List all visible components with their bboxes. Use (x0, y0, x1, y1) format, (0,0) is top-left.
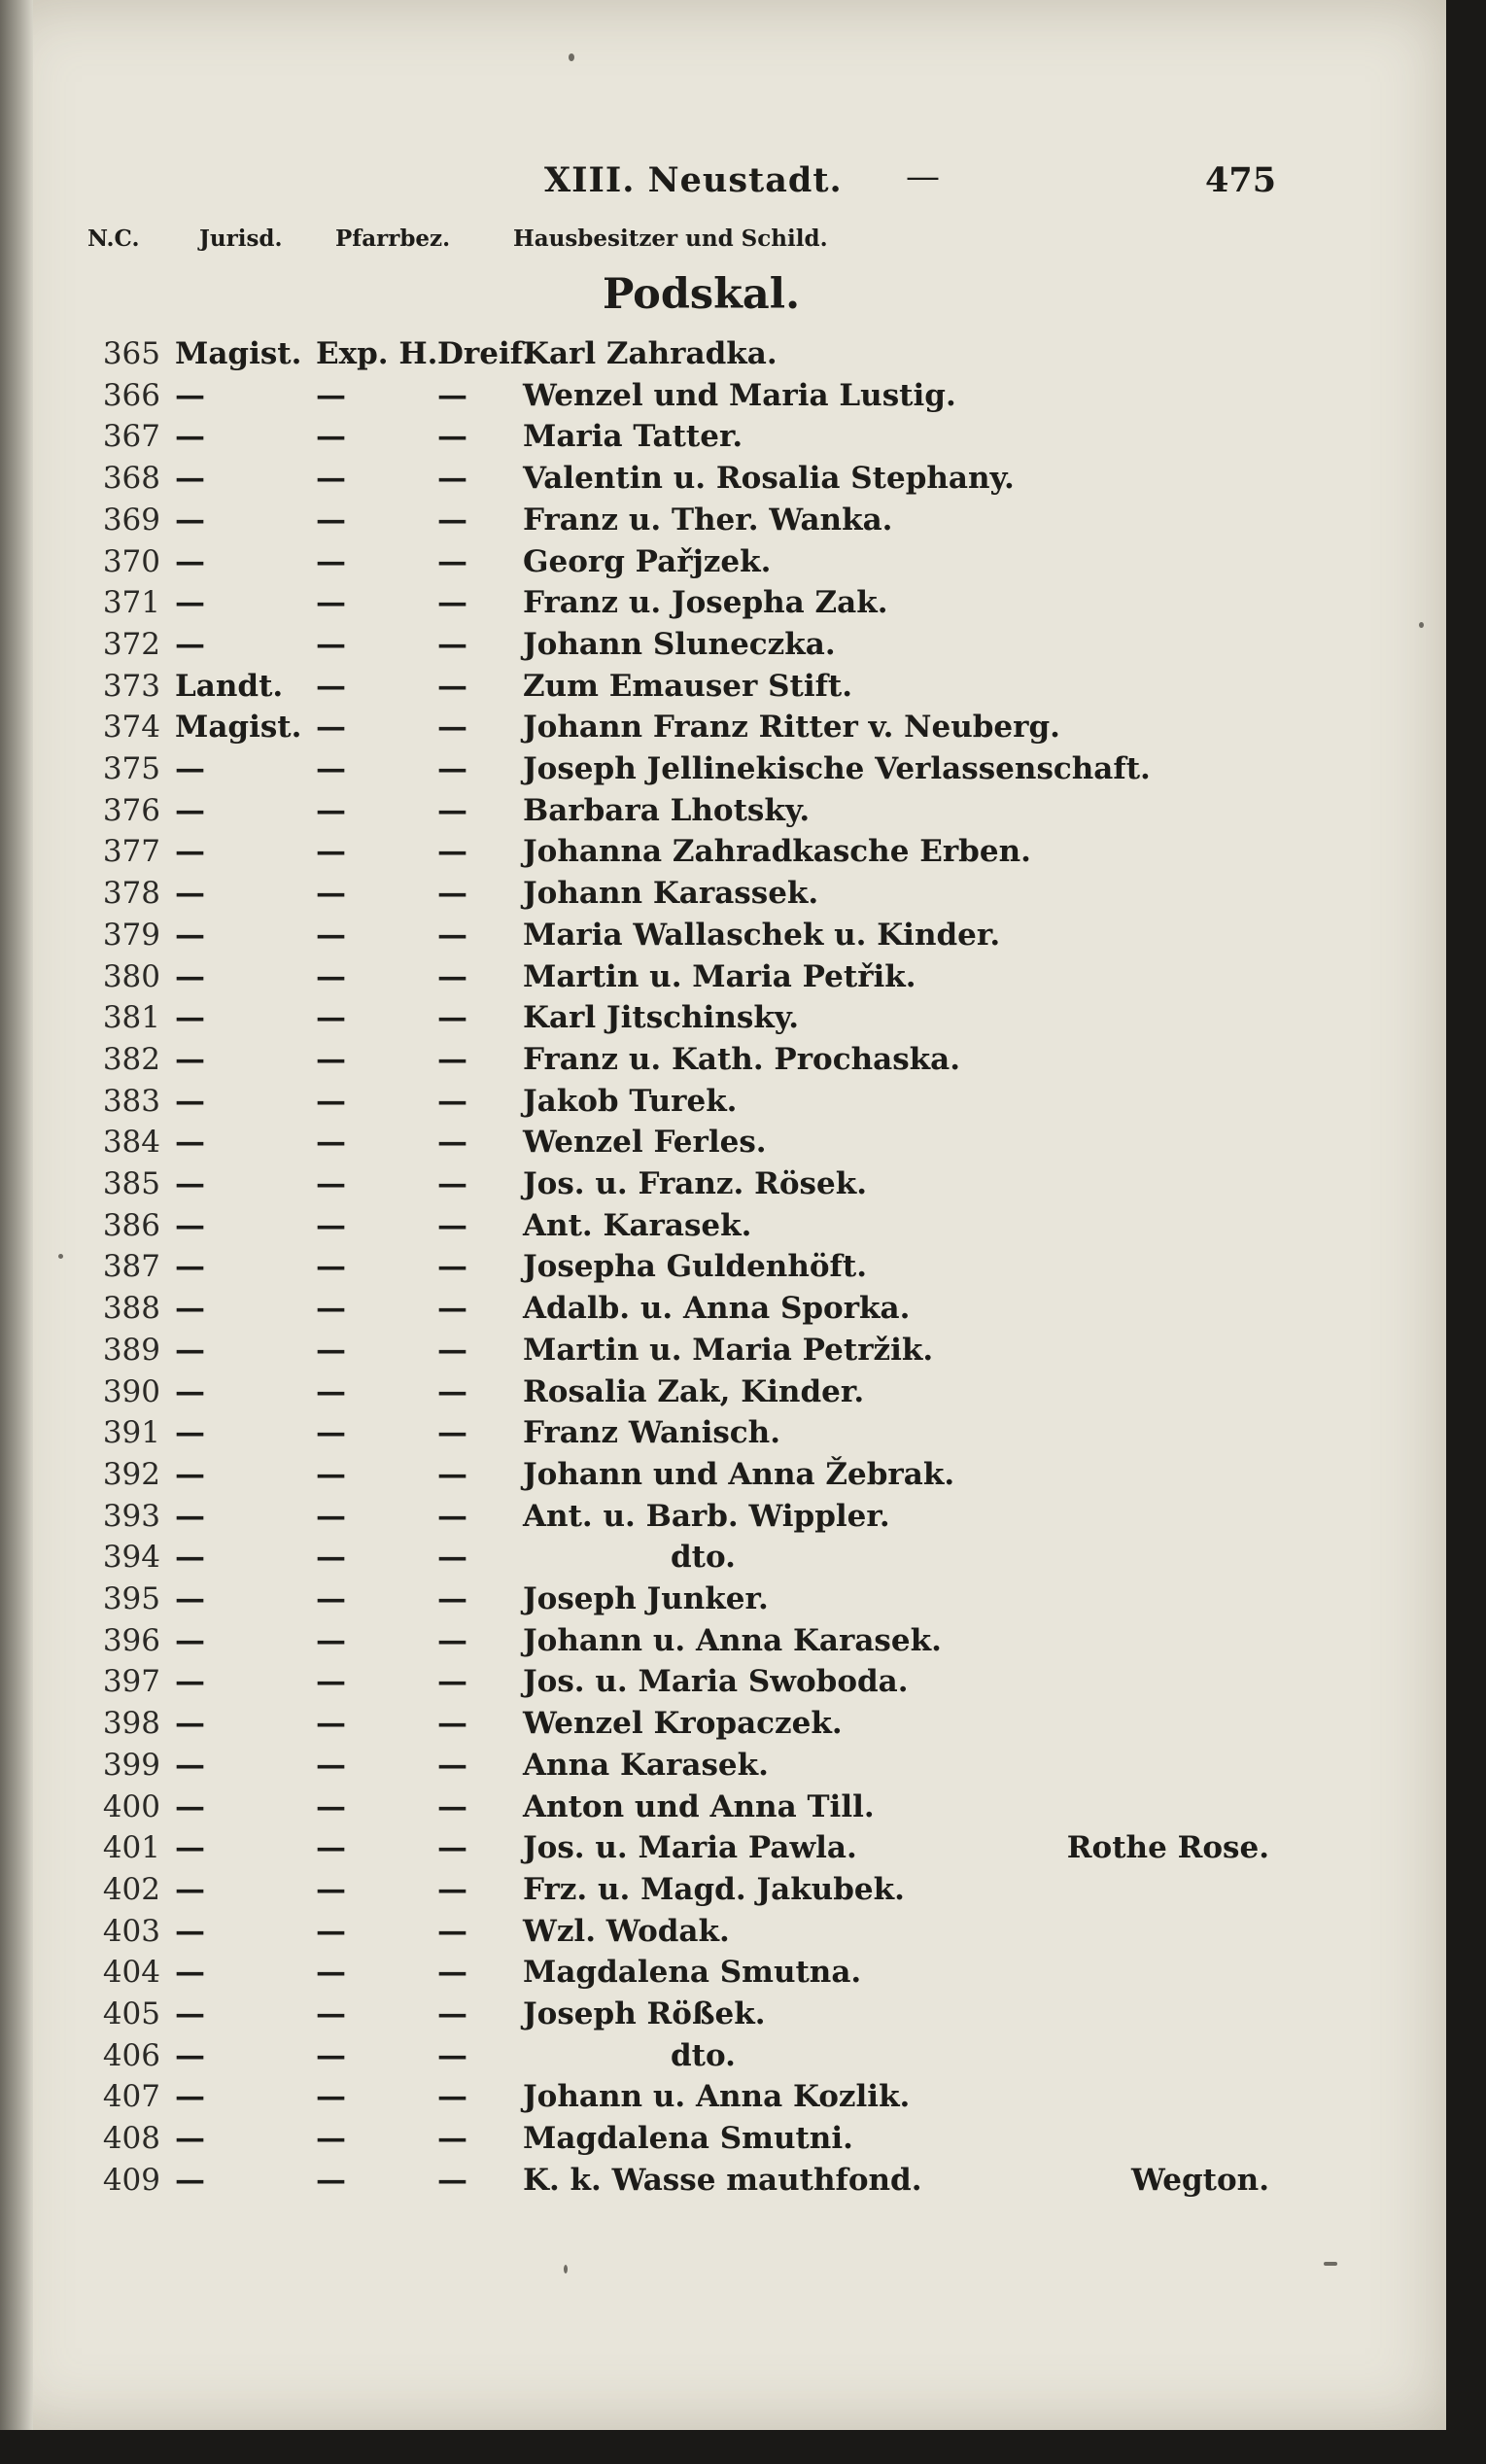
house-number: 379 (102, 917, 160, 953)
jurisdiction-cell: — (175, 543, 205, 579)
expedition-cell: — (316, 1996, 346, 2031)
expedition-cell: — (316, 958, 346, 994)
jurisdiction-cell: — (175, 1415, 205, 1451)
expedition-cell: — (316, 1332, 346, 1368)
table-row (0, 2076, 1446, 2118)
jurisdiction-cell: — (175, 377, 205, 413)
jurisdiction-cell: — (175, 1083, 205, 1119)
table-row (0, 1952, 1446, 1994)
house-number: 406 (102, 2037, 160, 2073)
house-number: 376 (102, 792, 160, 828)
house-number: 380 (102, 958, 160, 994)
table-row (0, 416, 1446, 458)
house-number: 378 (102, 876, 160, 912)
parish-cell: — (437, 1913, 467, 1949)
parish-cell: — (437, 1996, 467, 2031)
jurisdiction-cell: — (175, 461, 205, 497)
house-number: 382 (102, 1041, 160, 1077)
expedition-cell: — (316, 751, 346, 786)
owner-name: Frz. u. Magd. Jakubek. (523, 1871, 905, 1907)
parish-cell: — (437, 876, 467, 912)
jurisdiction-cell: — (175, 1996, 205, 2031)
owner-name: Franz u. Kath. Prochaska. (523, 1041, 961, 1077)
owner-name: Johann u. Anna Kozlik. (523, 2079, 911, 2115)
owner-name: Karl Zahradka. (523, 336, 778, 371)
owner-name: Karl Jitschinsky. (523, 1000, 800, 1036)
parish-cell: — (437, 1332, 467, 1368)
house-number: 370 (102, 543, 160, 579)
table-row (0, 1081, 1446, 1123)
parish-cell: — (437, 377, 467, 413)
house-number: 368 (102, 461, 160, 497)
owner-name: Barbara Lhotsky. (523, 792, 811, 828)
paper-speck (564, 2265, 568, 2273)
expedition-cell: — (316, 1498, 346, 1534)
header-separator-dash: — (906, 157, 940, 196)
expedition-cell: — (316, 1581, 346, 1616)
expedition-cell: — (316, 1083, 346, 1119)
expedition-cell: — (316, 1830, 346, 1866)
table-row (0, 873, 1446, 915)
parish-cell: — (437, 419, 467, 455)
parish-cell: — (437, 917, 467, 953)
table-row (0, 956, 1446, 998)
parish-cell: — (437, 1207, 467, 1243)
parish-cell: — (437, 710, 467, 746)
owner-name: Wenzel und Maria Lustig. (523, 377, 956, 413)
table-row (0, 1745, 1446, 1787)
parish-cell: — (437, 1747, 467, 1783)
table-row (0, 790, 1446, 832)
house-number: 367 (102, 419, 160, 455)
parish-cell: — (437, 1664, 467, 1700)
jurisdiction-cell: — (175, 751, 205, 786)
parish-cell: — (437, 1955, 467, 1991)
table-row (0, 707, 1446, 748)
table-row (0, 915, 1446, 956)
jurisdiction-cell: — (175, 792, 205, 828)
table-row (0, 2118, 1446, 2160)
house-number: 385 (102, 1166, 160, 1201)
table-row (0, 624, 1446, 666)
expedition-cell: — (316, 585, 346, 621)
jurisdiction-cell: Magist. (175, 710, 302, 746)
house-number: 401 (102, 1830, 160, 1866)
house-number: 366 (102, 377, 160, 413)
paper-speck (1419, 622, 1424, 628)
parish-cell: — (437, 2037, 467, 2073)
house-number: 397 (102, 1664, 160, 1700)
jurisdiction-cell: — (175, 1622, 205, 1658)
table-row (0, 1371, 1446, 1413)
table-row (0, 666, 1446, 708)
house-number: 399 (102, 1747, 160, 1783)
owner-name: dto. (671, 1540, 736, 1576)
house-number: 395 (102, 1581, 160, 1616)
parish-cell: — (437, 1456, 467, 1492)
jurisdiction-cell: — (175, 419, 205, 455)
expedition-cell: — (316, 1540, 346, 1576)
table-row (0, 2160, 1446, 2202)
owner-name: Ant. u. Barb. Wippler. (523, 1498, 890, 1534)
house-number: 365 (102, 336, 160, 371)
owner-name: Zum Emauser Stift. (523, 668, 853, 704)
expedition-cell: — (316, 1706, 346, 1742)
table-row (0, 1330, 1446, 1371)
parish-cell: — (437, 792, 467, 828)
owner-name: Johann Karassek. (523, 876, 819, 912)
jurisdiction-cell: — (175, 626, 205, 662)
parish-cell: — (437, 1166, 467, 1201)
jurisdiction-cell: — (175, 876, 205, 912)
jurisdiction-cell: — (175, 1207, 205, 1243)
expedition-cell: — (316, 834, 346, 870)
table-row (0, 1787, 1446, 1828)
owner-name: Jos. u. Franz. Rösek. (523, 1166, 868, 1201)
expedition-cell: — (316, 2079, 346, 2115)
owner-name: Valentin u. Rosalia Stephany. (523, 461, 1015, 497)
jurisdiction-cell: — (175, 1000, 205, 1036)
column-header-parish: Pfarrbez. (335, 226, 451, 252)
house-number: 377 (102, 834, 160, 870)
parish-cell: — (437, 668, 467, 704)
jurisdiction-cell: — (175, 1747, 205, 1783)
expedition-cell: — (316, 668, 346, 704)
parish-cell: — (437, 1788, 467, 1824)
shop-sign: Wegton. (1130, 2162, 1269, 2198)
jurisdiction-cell: — (175, 958, 205, 994)
parish-cell: — (437, 1083, 467, 1119)
jurisdiction-cell: — (175, 1166, 205, 1201)
owner-name: Johanna Zahradkasche Erben. (523, 834, 1031, 870)
parish-cell: — (437, 1000, 467, 1036)
house-number: 408 (102, 2121, 160, 2157)
house-number: 388 (102, 1291, 160, 1327)
shop-sign: Rothe Rose. (1066, 1830, 1269, 1866)
house-number: 407 (102, 2079, 160, 2115)
house-number: 391 (102, 1415, 160, 1451)
owner-name: Jakob Turek. (523, 1083, 738, 1119)
parish-cell: — (437, 502, 467, 538)
expedition-cell: — (316, 2121, 346, 2157)
expedition-cell: — (316, 1913, 346, 1949)
jurisdiction-cell: — (175, 1540, 205, 1576)
expedition-cell: — (316, 1291, 346, 1327)
column-header-number: N.C. (87, 226, 140, 252)
owner-name: Rosalia Zak, Kinder. (523, 1373, 865, 1409)
expedition-cell: — (316, 2037, 346, 2073)
expedition-cell: — (316, 710, 346, 746)
table-row (0, 582, 1446, 624)
jurisdiction-cell: — (175, 502, 205, 538)
expedition-cell: — (316, 1207, 346, 1243)
jurisdiction-cell: — (175, 1581, 205, 1616)
jurisdiction-cell: — (175, 1332, 205, 1368)
expedition-cell: — (316, 2162, 346, 2198)
expedition-cell: — (316, 1456, 346, 1492)
expedition-cell: — (316, 461, 346, 497)
table-row (0, 1911, 1446, 1953)
owner-name: Jos. u. Maria Pawla. (523, 1830, 857, 1866)
owner-name: Joseph Junker. (523, 1581, 769, 1616)
expedition-cell: Exp. H. (316, 336, 438, 371)
table-row (0, 500, 1446, 541)
expedition-cell: — (316, 876, 346, 912)
table-row (0, 1994, 1446, 2035)
owner-name: Johann Franz Ritter v. Neuberg. (523, 710, 1060, 746)
owner-name: Joseph Rößek. (523, 1996, 766, 2031)
owner-name: Johann Sluneczka. (523, 626, 836, 662)
owner-name: Martin u. Maria Petržik. (523, 1332, 934, 1368)
parish-cell: — (437, 1622, 467, 1658)
column-header-owner: Hausbesitzer und Schild. (513, 226, 828, 252)
expedition-cell: — (316, 377, 346, 413)
table-row (0, 748, 1446, 790)
expedition-cell: — (316, 1000, 346, 1036)
jurisdiction-cell: Magist. (175, 336, 302, 371)
owner-name: Johann u. Anna Karasek. (523, 1622, 942, 1658)
expedition-cell: — (316, 1041, 346, 1077)
table-row (0, 1827, 1446, 1869)
table-row (0, 2035, 1446, 2077)
house-number: 375 (102, 751, 160, 786)
jurisdiction-cell: — (175, 1125, 205, 1161)
house-number: 393 (102, 1498, 160, 1534)
jurisdiction-cell: — (175, 2162, 205, 2198)
house-number: 400 (102, 1788, 160, 1824)
owner-name: Wzl. Wodak. (523, 1913, 730, 1949)
expedition-cell: — (316, 1373, 346, 1409)
house-number: 405 (102, 1996, 160, 2031)
house-number: 390 (102, 1373, 160, 1409)
expedition-cell: — (316, 792, 346, 828)
house-number: 387 (102, 1249, 160, 1285)
parish-cell: — (437, 1041, 467, 1077)
expedition-cell: — (316, 1249, 346, 1285)
page-header-title: XIII. Neustadt. (544, 160, 843, 200)
owner-name: Wenzel Ferles. (523, 1125, 767, 1161)
table-row (0, 1288, 1446, 1330)
house-number: 409 (102, 2162, 160, 2198)
parish-cell: — (437, 1373, 467, 1409)
table-row (0, 1246, 1446, 1288)
owner-name: Joseph Jellinekische Verlassenschaft. (523, 751, 1151, 786)
jurisdiction-cell: Landt. (175, 668, 284, 704)
jurisdiction-cell: — (175, 917, 205, 953)
table-row (0, 1869, 1446, 1911)
parish-cell: — (437, 751, 467, 786)
expedition-cell: — (316, 543, 346, 579)
owner-name: Adalb. u. Anna Sporka. (523, 1291, 911, 1327)
jurisdiction-cell: — (175, 585, 205, 621)
parish-cell: — (437, 1581, 467, 1616)
house-number: 396 (102, 1622, 160, 1658)
parish-cell: — (437, 958, 467, 994)
parish-cell: — (437, 1498, 467, 1534)
jurisdiction-cell: — (175, 1373, 205, 1409)
parish-cell: — (437, 2121, 467, 2157)
jurisdiction-cell: — (175, 2079, 205, 2115)
table-row (0, 1496, 1446, 1538)
owner-name: Jos. u. Maria Swoboda. (523, 1664, 909, 1700)
jurisdiction-cell: — (175, 1249, 205, 1285)
owner-name: Franz u. Josepha Zak. (523, 585, 888, 621)
table-row (0, 1454, 1446, 1496)
owner-name: Anton und Anna Till. (523, 1788, 875, 1824)
table-row (0, 541, 1446, 583)
parish-cell: Dreif. (437, 336, 533, 371)
owner-name: Magdalena Smutna. (523, 1955, 862, 1991)
house-number: 369 (102, 502, 160, 538)
parish-cell: — (437, 626, 467, 662)
parish-cell: — (437, 461, 467, 497)
table-row (0, 1122, 1446, 1163)
table-row (0, 1620, 1446, 1662)
jurisdiction-cell: — (175, 1913, 205, 1949)
owner-name: dto. (671, 2037, 736, 2073)
owner-name: Maria Wallaschek u. Kinder. (523, 917, 1001, 953)
expedition-cell: — (316, 1747, 346, 1783)
house-number: 373 (102, 668, 160, 704)
jurisdiction-cell: — (175, 1664, 205, 1700)
table-row (0, 1661, 1446, 1703)
paper-speck (1324, 2262, 1337, 2266)
parish-cell: — (437, 1249, 467, 1285)
table-row (0, 1205, 1446, 1247)
table-row (0, 333, 1446, 375)
parish-cell: — (437, 834, 467, 870)
house-number: 381 (102, 1000, 160, 1036)
table-row (0, 831, 1446, 873)
owner-name: Ant. Karasek. (523, 1207, 752, 1243)
expedition-cell: — (316, 419, 346, 455)
jurisdiction-cell: — (175, 2037, 205, 2073)
jurisdiction-cell: — (175, 1788, 205, 1824)
parish-cell: — (437, 1540, 467, 1576)
expedition-cell: — (316, 502, 346, 538)
jurisdiction-cell: — (175, 1830, 205, 1866)
jurisdiction-cell: — (175, 1706, 205, 1742)
expedition-cell: — (316, 917, 346, 953)
jurisdiction-cell: — (175, 1456, 205, 1492)
jurisdiction-cell: — (175, 1291, 205, 1327)
house-number: 394 (102, 1540, 160, 1576)
paper-speck (569, 53, 574, 61)
paper-speck (58, 1254, 63, 1259)
jurisdiction-cell: — (175, 1041, 205, 1077)
parish-cell: — (437, 2079, 467, 2115)
table-row (0, 1163, 1446, 1205)
house-number: 389 (102, 1332, 160, 1368)
owner-name: Johann und Anna Žebrak. (523, 1456, 955, 1492)
house-number: 398 (102, 1706, 160, 1742)
table-row (0, 1039, 1446, 1081)
parish-cell: — (437, 1125, 467, 1161)
owner-name: K. k. Wasse mauthfond. (523, 2162, 922, 2198)
house-number: 402 (102, 1871, 160, 1907)
parish-cell: — (437, 1830, 467, 1866)
expedition-cell: — (316, 1664, 346, 1700)
expedition-cell: — (316, 626, 346, 662)
jurisdiction-cell: — (175, 1955, 205, 1991)
parish-cell: — (437, 1415, 467, 1451)
house-number: 404 (102, 1955, 160, 1991)
section-title: Podskal. (603, 270, 801, 319)
expedition-cell: — (316, 1788, 346, 1824)
house-number: 392 (102, 1456, 160, 1492)
expedition-cell: — (316, 1622, 346, 1658)
house-number: 371 (102, 585, 160, 621)
house-number: 384 (102, 1125, 160, 1161)
parish-cell: — (437, 585, 467, 621)
jurisdiction-cell: — (175, 1498, 205, 1534)
owner-name: Franz u. Ther. Wanka. (523, 502, 893, 538)
table-row (0, 1412, 1446, 1454)
jurisdiction-cell: — (175, 834, 205, 870)
parish-cell: — (437, 1871, 467, 1907)
owner-name: Georg Pařjzek. (523, 543, 772, 579)
owner-name: Wenzel Kropaczek. (523, 1706, 843, 1742)
jurisdiction-cell: — (175, 2121, 205, 2157)
expedition-cell: — (316, 1871, 346, 1907)
expedition-cell: — (316, 1415, 346, 1451)
parish-cell: — (437, 543, 467, 579)
parish-cell: — (437, 1291, 467, 1327)
owner-name: Magdalena Smutni. (523, 2121, 853, 2157)
owner-name: Martin u. Maria Petřik. (523, 958, 916, 994)
house-number: 386 (102, 1207, 160, 1243)
parish-cell: — (437, 1706, 467, 1742)
house-number: 374 (102, 710, 160, 746)
page-number: 475 (1205, 160, 1277, 200)
jurisdiction-cell: — (175, 1871, 205, 1907)
expedition-cell: — (316, 1125, 346, 1161)
table-row (0, 458, 1446, 500)
expedition-cell: — (316, 1955, 346, 1991)
house-number: 383 (102, 1083, 160, 1119)
owner-name: Franz Wanisch. (523, 1415, 780, 1451)
expedition-cell: — (316, 1166, 346, 1201)
table-row (0, 997, 1446, 1039)
owner-name: Anna Karasek. (523, 1747, 769, 1783)
table-row (0, 1537, 1446, 1579)
parish-cell: — (437, 2162, 467, 2198)
owner-name: Josepha Guldenhöft. (523, 1249, 868, 1285)
table-row (0, 1703, 1446, 1745)
house-number: 372 (102, 626, 160, 662)
column-header-jurisdiction: Jurisd. (199, 226, 283, 252)
house-number: 403 (102, 1913, 160, 1949)
owner-name: Maria Tatter. (523, 419, 743, 455)
table-row (0, 375, 1446, 417)
table-row (0, 1579, 1446, 1620)
